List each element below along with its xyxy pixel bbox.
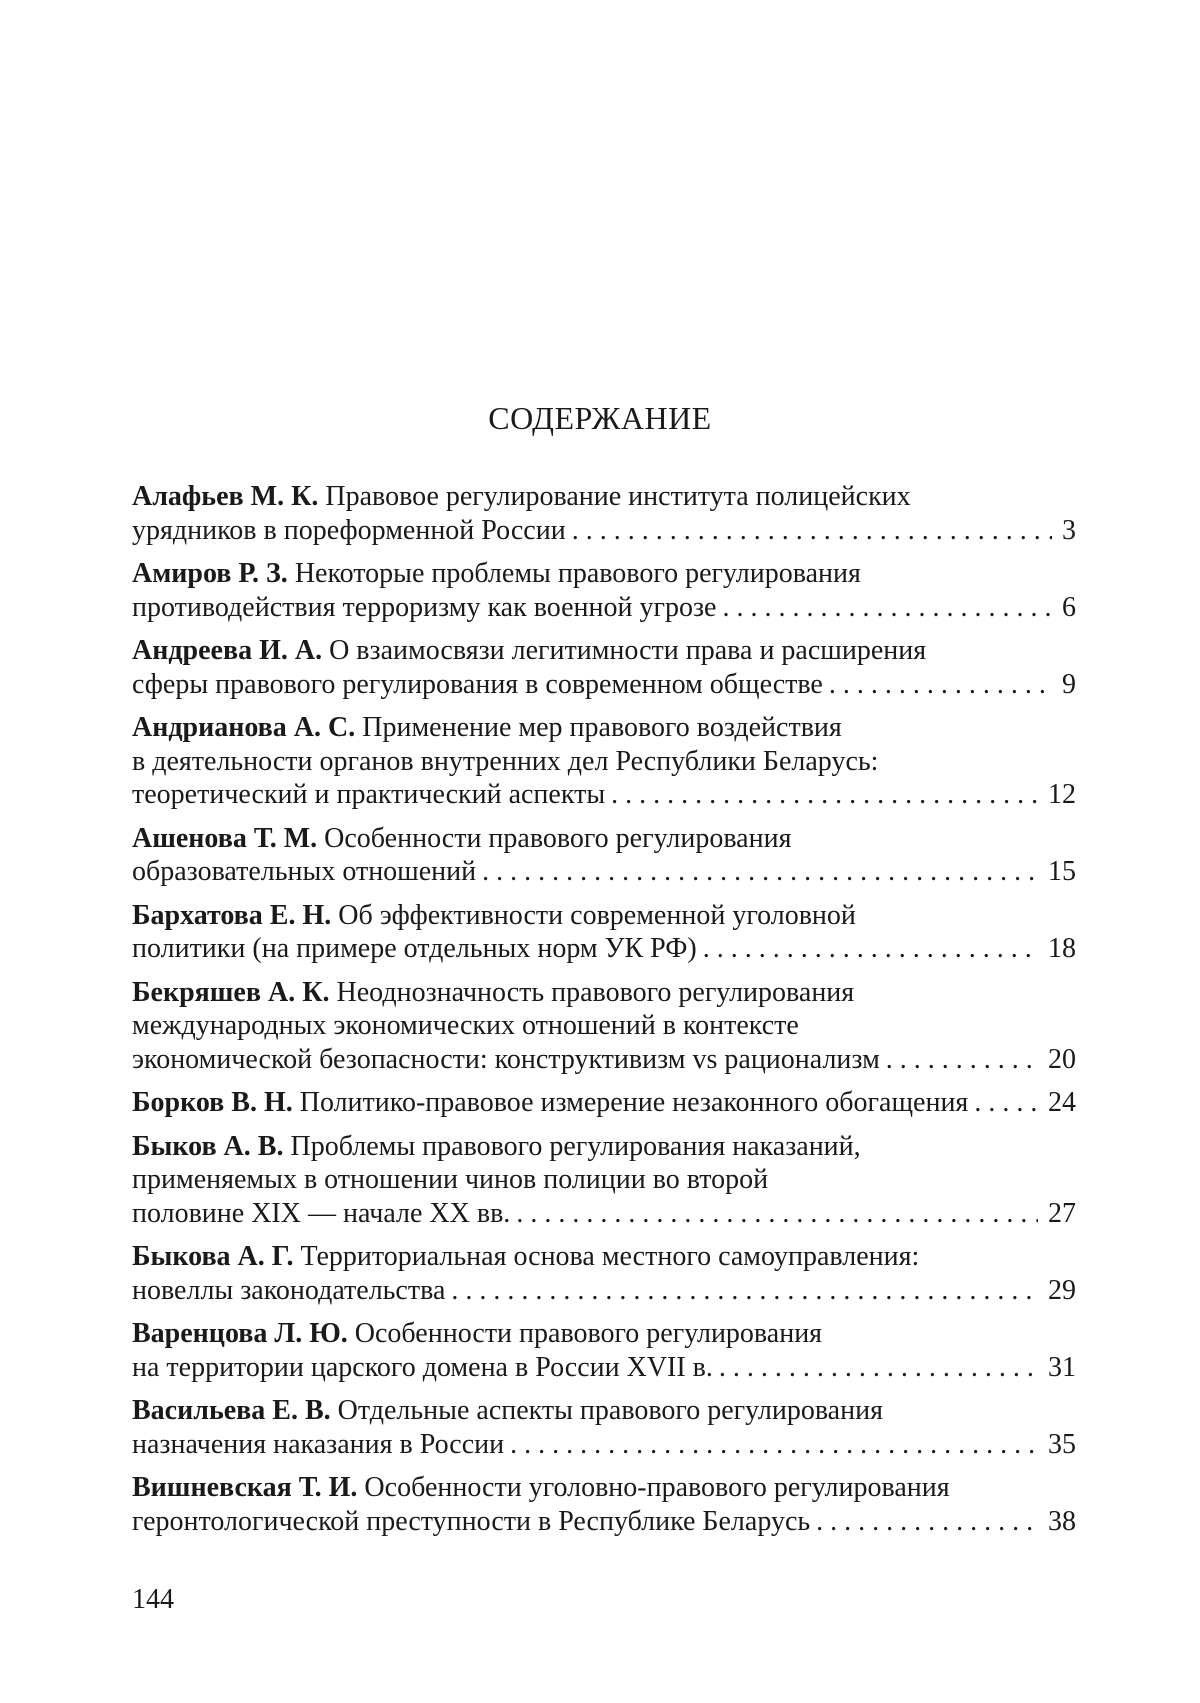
toc-entry-page-number: 3 (1062, 514, 1076, 546)
toc-entry-title: Проблемы правового регулирования наказаний, (290, 1130, 861, 1162)
toc-entry-author: Борков В. Н. (132, 1087, 293, 1118)
toc-entry-title: теоретический и практический аспекты (132, 779, 606, 810)
toc-entry-title: политики (на примере отдельных норм УК РФ) (132, 933, 697, 964)
toc-entry (132, 711, 1076, 812)
toc-entry-title: Политико-правовое измерение незаконного обогащения (299, 1087, 969, 1118)
toc-entry-page-number: 31 (1048, 1351, 1076, 1383)
toc-entry-line-text (132, 1351, 713, 1385)
toc-entry-line-text (132, 1043, 880, 1077)
toc-entry-last-line (132, 1351, 1076, 1385)
toc-entry-line (132, 899, 1076, 933)
toc-entry-title: международных экономических отношений в контексте (132, 1010, 799, 1041)
dot-leader (722, 591, 1052, 625)
toc-entry-author: Бархатова Е. Н. (132, 899, 332, 931)
toc-entry-line-text (132, 1197, 510, 1231)
toc-entry-page-number: 38 (1048, 1505, 1076, 1537)
toc-entry-line-text (132, 1505, 810, 1539)
toc-entry-author: Быкова А. Г. (132, 1241, 294, 1272)
toc-entry-author: Андреева И. А. (132, 635, 323, 666)
toc-entry (132, 634, 1076, 701)
toc-entry-title: половине XIX — начале XX вв. (132, 1197, 511, 1229)
toc-entry-author: Андрианова А. С. (132, 712, 356, 743)
toc-entry-last-line (132, 514, 1076, 548)
toc-entry-author: Ашенова Т. М. (132, 822, 318, 854)
toc-entry-page-number: 24 (1048, 1087, 1076, 1118)
toc-entry-line (132, 1394, 1076, 1428)
toc-entry-line-text (132, 778, 605, 812)
toc-entry-line (132, 1163, 1076, 1197)
toc-entry-page-number: 12 (1048, 779, 1076, 810)
toc-entry-title: урядников в пореформенной России (132, 514, 566, 546)
toc-entry-title: Применение мер правового воздействия (362, 712, 842, 743)
toc-entry-page-number: 20 (1048, 1043, 1076, 1075)
toc-entry-title: Об эффективности современной уголовной (338, 899, 856, 931)
toc-entry-page-number: 9 (1062, 668, 1076, 700)
toc-entry-line (132, 976, 1076, 1010)
toc-entry-last-line (132, 1043, 1076, 1077)
dot-leader (572, 514, 1052, 548)
toc-entry-title: Отдельные аспекты правового регулирования (337, 1395, 883, 1426)
toc-entry (132, 557, 1076, 624)
toc-entry (132, 1130, 1076, 1231)
toc-entry-line (132, 557, 1076, 591)
toc-entry-line (132, 1240, 1076, 1274)
toc-entry-page-number: 29 (1048, 1274, 1076, 1306)
toc-entry-title: экономической безопасности: конструктивизм vs рационализм (132, 1043, 880, 1075)
toc-entry-author: Вишневская Т. И. (132, 1472, 358, 1503)
toc-entry-title: Правовое регулирование института полицейских (325, 481, 911, 512)
toc-entry-author: Алафьев М. К. (132, 481, 319, 512)
toc-entry-title: сферы правового регулирования в современном обществе (132, 668, 823, 700)
toc-entry-last-line (132, 591, 1076, 625)
toc-entry-line-text (132, 591, 716, 625)
toc-entry-line (132, 1009, 1076, 1043)
toc-entry-title: О взаимосвязи легитимности права и расширения (329, 635, 927, 666)
toc-entry-author: Варенцова Л. Ю. (132, 1318, 348, 1349)
toc-entry-last-line (132, 1505, 1076, 1539)
toc-list (132, 480, 1076, 1548)
toc-entry-title: Особенности правового регулирования (354, 1318, 823, 1349)
toc-entry-title: Территориальная основа местного самоуправления: (300, 1241, 920, 1272)
dot-leader (510, 1428, 1038, 1462)
toc-entry (132, 822, 1076, 889)
toc-entry-title: образовательных отношений (132, 856, 477, 887)
toc-entry-last-line (132, 1086, 1076, 1120)
toc-entry-title: назначения наказания в России (132, 1428, 505, 1460)
toc-entry-line (132, 480, 1076, 514)
toc-entry (132, 1394, 1076, 1461)
toc-entry-line (132, 745, 1076, 779)
toc-entry-line (132, 1130, 1076, 1164)
toc-entry-title: применяемых в отношении чинов полиции во второй (132, 1164, 769, 1195)
dot-leader (816, 1505, 1038, 1539)
toc-entry (132, 976, 1076, 1077)
toc-entry-author: Амиров Р. З. (132, 558, 288, 589)
toc-entry-title: в деятельности органов внутренних дел Республики Беларусь: (132, 745, 879, 777)
dot-leader (703, 932, 1038, 966)
toc-entry-last-line (132, 1197, 1076, 1231)
toc-entry-last-line (132, 668, 1076, 702)
toc-entry-line-text (132, 932, 697, 966)
toc-entry (132, 480, 1076, 547)
toc-entry (132, 1086, 1076, 1120)
toc-entry-last-line (132, 778, 1076, 812)
dot-leader (974, 1086, 1038, 1120)
dot-leader (611, 778, 1038, 812)
toc-entry-last-line (132, 855, 1076, 889)
toc-entry-page-number: 27 (1048, 1197, 1076, 1229)
toc-entry-page-number: 6 (1062, 591, 1076, 623)
toc-entry (132, 1240, 1076, 1307)
toc-entry-line-text (132, 855, 476, 889)
toc-entry-author: Васильева Е. В. (132, 1395, 331, 1426)
toc-entry-line-text (132, 668, 823, 702)
toc-entry-last-line (132, 1428, 1076, 1462)
toc-entry-line (132, 711, 1076, 745)
toc-entry-title: Особенности уголовно-правового регулирования (364, 1472, 950, 1503)
toc-entry-title: геронтологической преступности в Республике Беларусь (132, 1505, 811, 1537)
dot-leader (482, 855, 1038, 889)
toc-entry-title: Особенности правового регулирования (324, 822, 792, 854)
toc-entry-line (132, 1317, 1076, 1351)
toc-entry-last-line (132, 1274, 1076, 1308)
toc-entry-title: новеллы законодательства (132, 1274, 446, 1306)
toc-entry (132, 899, 1076, 966)
toc-entry-line-text (132, 514, 566, 548)
toc-entry-line-text (132, 1274, 445, 1308)
toc-entry-line-text (132, 1428, 504, 1462)
dot-leader (516, 1197, 1038, 1231)
page-number-footer: 144 (132, 1584, 174, 1615)
toc-entry-author: Быков А. В. (132, 1130, 284, 1162)
toc-entry-line (132, 822, 1076, 856)
toc-entry-title: на территории царского домена в России XVII в. (132, 1351, 713, 1383)
toc-entry (132, 1317, 1076, 1384)
toc-entry-author: Бекряшев А. К. (132, 976, 330, 1008)
toc-entry-title: Некоторые проблемы правового регулирования (294, 558, 861, 589)
toc-entry-title: Неоднозначность правового регулирования (336, 976, 855, 1008)
toc-entry-line-text (132, 1086, 968, 1120)
toc-entry-page-number: 18 (1048, 933, 1076, 964)
dot-leader (886, 1043, 1038, 1077)
dot-leader (829, 668, 1052, 702)
toc-entry (132, 1471, 1076, 1538)
toc-entry-page-number: 15 (1048, 856, 1076, 887)
toc-entry-line (132, 1471, 1076, 1505)
toc-entry-page-number: 35 (1048, 1428, 1076, 1460)
dot-leader (719, 1351, 1038, 1385)
toc-entry-title: противодействия терроризму как военной угрозе (132, 591, 717, 623)
toc-entry-line (132, 634, 1076, 668)
toc-entry-last-line (132, 932, 1076, 966)
toc-heading: СОДЕРЖАНИЕ (488, 400, 712, 436)
dot-leader (451, 1274, 1038, 1308)
